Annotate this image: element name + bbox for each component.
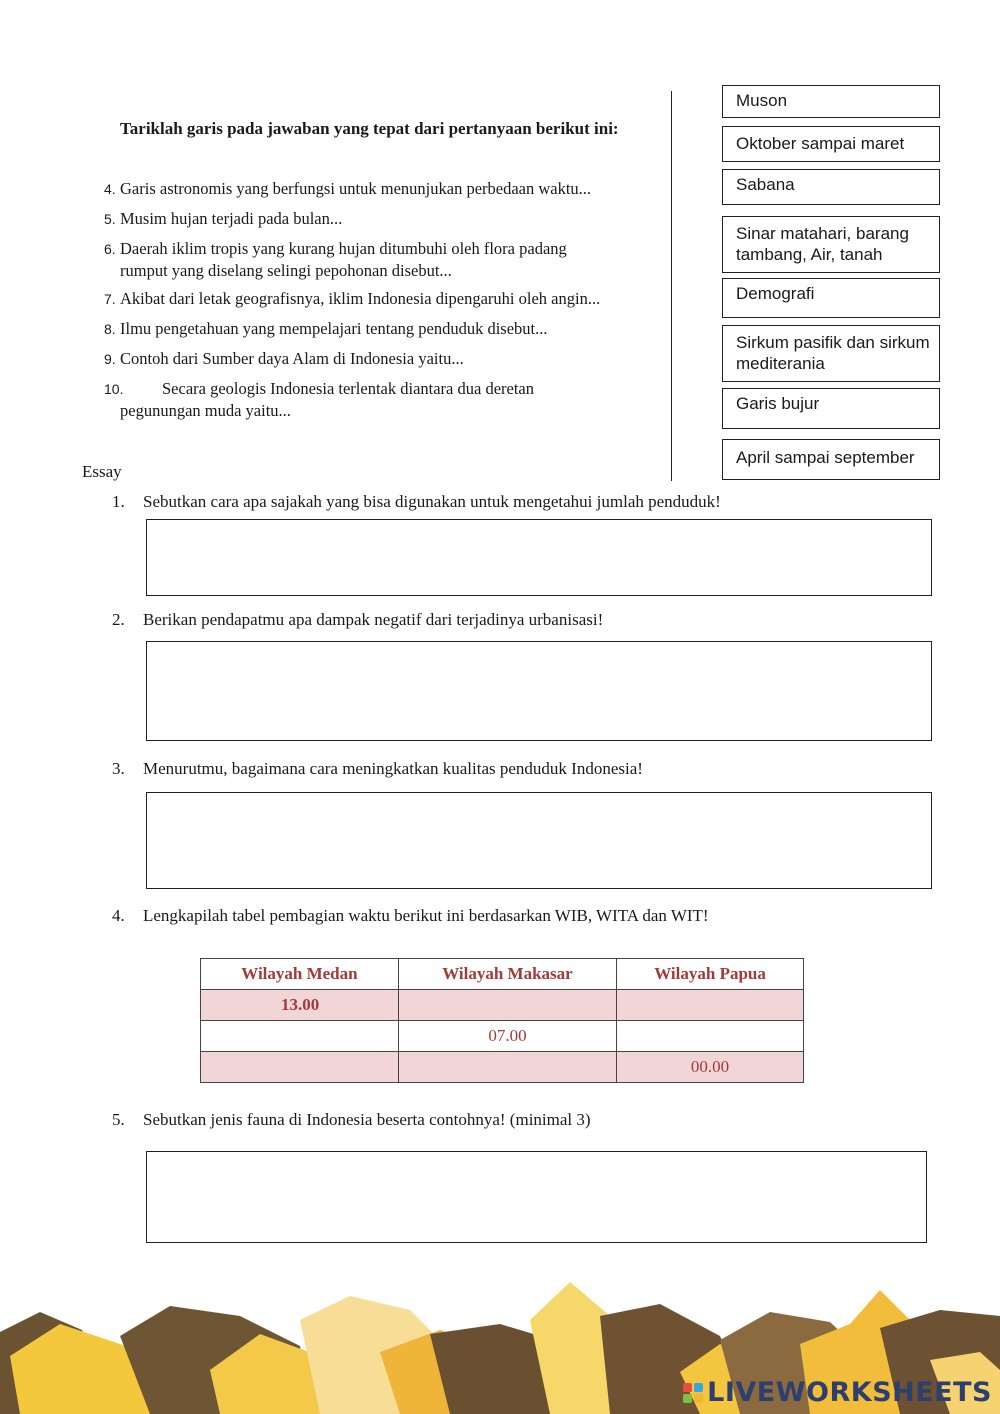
table-cell: 13.00 bbox=[201, 990, 399, 1021]
answer-option[interactable]: Oktober sampai maret bbox=[722, 126, 940, 162]
matching-question bbox=[104, 178, 664, 200]
matching-question bbox=[104, 378, 664, 421]
question-number: 6. bbox=[104, 241, 116, 257]
question-number: 4. bbox=[112, 906, 125, 925]
matching-instruction: Tariklah garis pada jawaban yang tepat dari pertanyaan berikut ini: bbox=[120, 119, 619, 138]
table-cell-input[interactable] bbox=[617, 1021, 804, 1052]
question-number: 9. bbox=[104, 351, 116, 367]
question-text: Daerah iklim tropis yang kurang hujan ditumbuhi oleh flora padang bbox=[120, 239, 567, 258]
question-number: 8. bbox=[104, 321, 116, 337]
question-text: Ilmu pengetahuan yang mempelajari tentang penduduk disebut... bbox=[120, 319, 548, 338]
table-header: Wilayah Medan bbox=[201, 959, 399, 990]
table-cell-input[interactable] bbox=[201, 1052, 399, 1083]
question-text: Musim hujan terjadi pada bulan... bbox=[120, 209, 343, 228]
question-text: Menurutmu, bagaimana cara meningkatkan kualitas penduduk Indonesia! bbox=[143, 759, 643, 778]
matching-question bbox=[104, 208, 664, 230]
question-text: Berikan pendapatmu apa dampak negatif dari terjadinya urbanisasi! bbox=[143, 610, 604, 629]
answer-option[interactable]: Demografi bbox=[722, 278, 940, 318]
essay-heading: Essay bbox=[82, 462, 122, 481]
answer-option[interactable]: Garis bujur bbox=[722, 388, 940, 429]
essay-question bbox=[112, 1110, 591, 1130]
essay-question bbox=[112, 492, 721, 512]
question-text: Sebutkan jenis fauna di Indonesia beserta contohnya! (minimal 3) bbox=[143, 1110, 591, 1129]
table-cell: 00.00 bbox=[617, 1052, 804, 1083]
question-text-continued: rumput yang diselang selingi pepohonan disebut... bbox=[120, 261, 452, 280]
essay-question bbox=[112, 759, 643, 779]
answer-option[interactable]: April sampai september bbox=[722, 439, 940, 480]
question-text: Secara geologis Indonesia terlentak diantara dua deretan bbox=[162, 379, 534, 398]
essay-question bbox=[112, 906, 709, 926]
question-number: 5. bbox=[112, 1110, 125, 1129]
question-text: Sebutkan cara apa sajakah yang bisa digunakan untuk mengetahui jumlah penduduk! bbox=[143, 492, 721, 511]
question-number: 2. bbox=[112, 610, 125, 629]
time-zone-table bbox=[200, 958, 804, 1083]
question-number: 10. bbox=[104, 381, 124, 397]
matching-question bbox=[104, 348, 664, 370]
table-header-row bbox=[201, 959, 804, 990]
table-header: Wilayah Makasar bbox=[398, 959, 616, 990]
answer-box[interactable] bbox=[146, 641, 932, 741]
question-text: Akibat dari letak geografisnya, iklim Indonesia dipengaruhi oleh angin... bbox=[120, 289, 601, 308]
table-cell-input[interactable] bbox=[398, 1052, 616, 1083]
question-number: 1. bbox=[112, 492, 125, 511]
liveworksheets-logo bbox=[683, 1377, 992, 1408]
matching-question bbox=[104, 318, 664, 340]
brand-name: LIVEWORKSHEETS bbox=[707, 1377, 992, 1408]
table-cell-input[interactable] bbox=[201, 1021, 399, 1052]
answer-option[interactable]: Sinar matahari, barang tambang, Air, tanah bbox=[722, 216, 940, 273]
column-divider bbox=[671, 91, 672, 481]
matching-question bbox=[104, 288, 664, 310]
essay-question bbox=[112, 610, 603, 630]
table-row bbox=[201, 1021, 804, 1052]
question-number: 3. bbox=[112, 759, 125, 778]
answer-box[interactable] bbox=[146, 792, 932, 889]
table-row bbox=[201, 1052, 804, 1083]
table-cell-input[interactable] bbox=[617, 990, 804, 1021]
question-text: Garis astronomis yang berfungsi untuk menunjukan perbedaan waktu... bbox=[120, 179, 592, 198]
table-cell-input[interactable] bbox=[398, 990, 616, 1021]
answer-box[interactable] bbox=[146, 1151, 927, 1243]
answer-option[interactable]: Sabana bbox=[722, 169, 940, 205]
table-cell: 07.00 bbox=[398, 1021, 616, 1052]
question-text: Contoh dari Sumber daya Alam di Indonesia yaitu... bbox=[120, 349, 464, 368]
question-number: 4. bbox=[104, 181, 116, 197]
table-header: Wilayah Papua bbox=[617, 959, 804, 990]
answer-option[interactable]: Muson bbox=[722, 85, 940, 118]
question-text-continued: pegunungan muda yaitu... bbox=[120, 401, 291, 420]
question-number: 5. bbox=[104, 211, 116, 227]
table-row bbox=[201, 990, 804, 1021]
logo-icon bbox=[683, 1383, 703, 1403]
answer-box[interactable] bbox=[146, 519, 932, 596]
answer-option[interactable]: Sirkum pasifik dan sirkum mediterania bbox=[722, 325, 940, 382]
question-text: Lengkapilah tabel pembagian waktu berikut ini berdasarkan WIB, WITA dan WIT! bbox=[143, 906, 709, 925]
matching-question bbox=[104, 238, 664, 281]
question-number: 7. bbox=[104, 291, 116, 307]
